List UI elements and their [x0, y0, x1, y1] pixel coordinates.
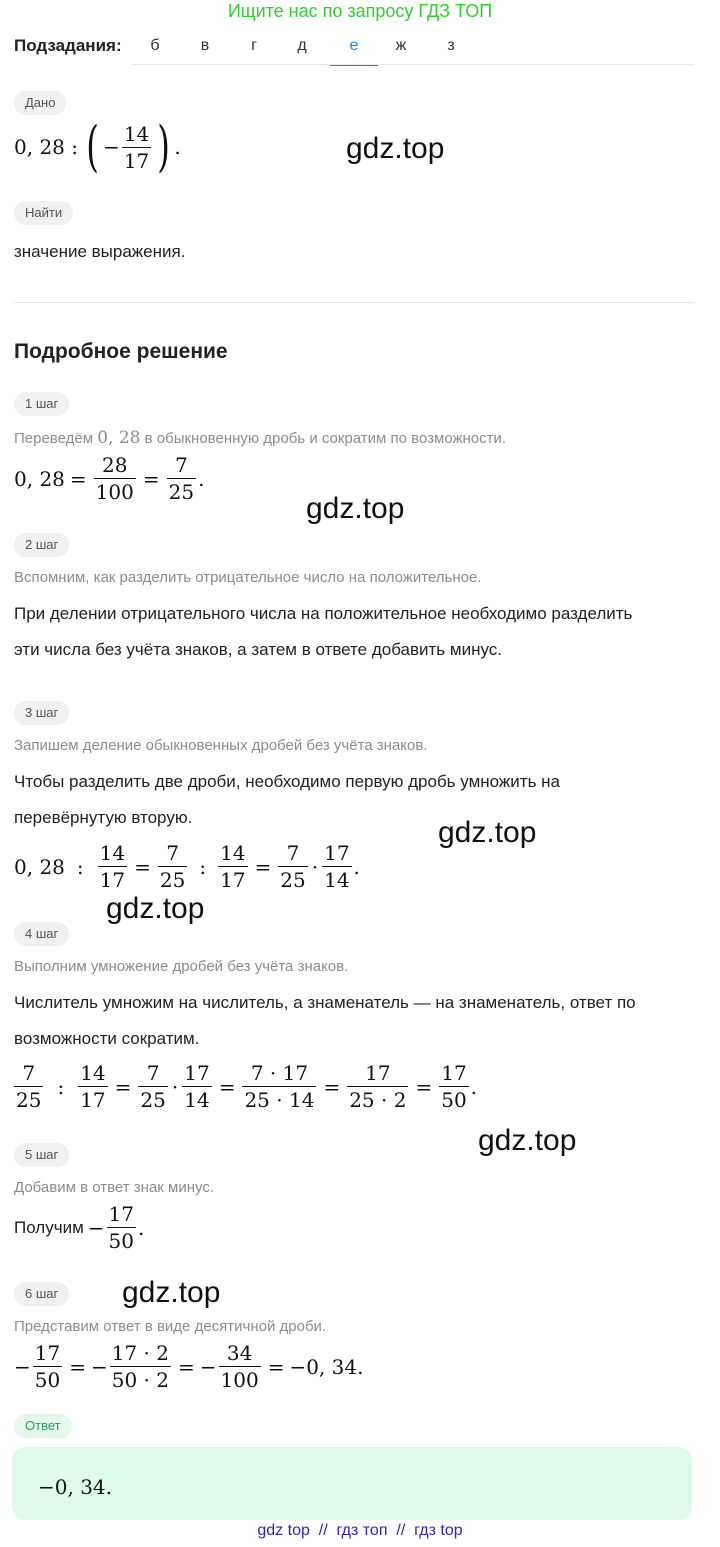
find-text: значение выражения.: [14, 242, 186, 261]
step1-equation: 0, 28 = $\frac{28}{100}$ = $\frac{7}{25}$ .: [14, 453, 205, 504]
step2-pill: 2 шаг: [14, 533, 69, 557]
step3-hint: Запишем деление обыкновенных дробей без учёта знаков.: [14, 737, 428, 754]
step3-line2: перевёрнутую вторую.: [14, 808, 193, 827]
step2-line2: эти числа без учёта знаков, а затем в ответе добавить минус.: [14, 640, 502, 659]
step3-line1: Чтобы разделить две дроби, необходимо первую дробь умножить на: [14, 772, 560, 791]
watermark: gdz.top: [306, 492, 405, 525]
tab-z[interactable]: з: [447, 37, 455, 54]
step6-hint: Представим ответ в виде десятичной дроби.: [14, 1318, 327, 1335]
given-minus: −: [103, 135, 120, 159]
tab-b[interactable]: б: [150, 37, 160, 54]
step6-pill: 6 шаг: [14, 1282, 69, 1306]
step4-pill: 4 шаг: [14, 922, 69, 946]
step4-hint: Выполним умножение дробей без учёта знаков.: [14, 958, 349, 975]
tab-v[interactable]: в: [200, 37, 210, 54]
tab-g[interactable]: г: [251, 37, 257, 54]
step5-result: Получим − $\frac{17}{50}$ .: [14, 1202, 145, 1253]
step5-hint: Добавим в ответ знак минус.: [14, 1179, 214, 1196]
given-lhs: 0, 28 :: [14, 135, 78, 159]
step3-pill: 3 шаг: [14, 701, 69, 725]
find-pill: Найти: [14, 201, 73, 225]
step2-hint: Вспомним, как разделить отрицательное число на положительное.: [14, 569, 482, 586]
answer-pill: Ответ: [14, 1414, 72, 1438]
answer-box: [12, 1447, 692, 1520]
given-pill: Дано: [14, 91, 66, 115]
tab-d[interactable]: д: [297, 37, 307, 54]
watermark: gdz.top: [346, 132, 445, 165]
given-fraction: $\frac{14}{17}$: [123, 121, 150, 173]
given-expression: 0, 28 : ( − $\frac{14}{17}$ ) .: [14, 115, 181, 178]
watermark: gdz.top: [478, 1124, 577, 1157]
watermark: gdz.top: [122, 1276, 221, 1309]
step3-equation: 0, 28 : $\frac{14}{17}$ = $\frac{7}{25}$ : $\frac{14}{17}$ = $\frac{7}{25}$ · $\frac{17}{14}$ .: [14, 841, 360, 892]
step6-equation: − $\frac{17}{50}$ = − $\frac{17 \cdot 2}{50 \cdot 2}$ = − $\frac{34}{100}$ = −0, 34 .: [14, 1341, 364, 1392]
footer-links[interactable]: gdz top // гдз топ // гдз top: [257, 1522, 463, 1539]
step4-line1: Числитель умножим на числитель, а знаменатель — на знаменатель, ответ по: [14, 993, 636, 1012]
tab-e[interactable]: е: [330, 30, 378, 66]
step1-hint: Переведём 0, 28 в обыкновенную дробь и сократим по возможности.: [14, 428, 507, 448]
watermark: gdz.top: [438, 816, 537, 849]
top-banner[interactable]: Ищите нас по запросу ГДЗ ТОП: [227, 1, 493, 21]
solution-title: Подробное решение: [14, 340, 228, 363]
step4-equation: $\frac{7}{25}$ : $\frac{14}{17}$ = $\frac{7}{25}$ · $\frac{17}{14}$ = $\frac{7 \cdot 17}{25 \cdot 14}$ = $\frac{17}{25 \cdot 2}$ = $\frac{17}{50}$ .: [16, 1061, 478, 1112]
subtasks-label: Подзадания:: [14, 36, 122, 55]
tab-zh[interactable]: ж: [395, 37, 407, 54]
step2-line1: При делении отрицательного числа на положительное необходимо разделить: [14, 604, 633, 623]
tabs-divider: [131, 64, 694, 65]
step4-line2: возможности сократим.: [14, 1029, 200, 1048]
step1-pill: 1 шаг: [14, 392, 69, 416]
watermark: gdz.top: [106, 892, 205, 925]
section-divider: [14, 302, 694, 303]
answer-value: −0, 34.: [38, 1475, 113, 1499]
step5-pill: 5 шаг: [14, 1143, 69, 1167]
